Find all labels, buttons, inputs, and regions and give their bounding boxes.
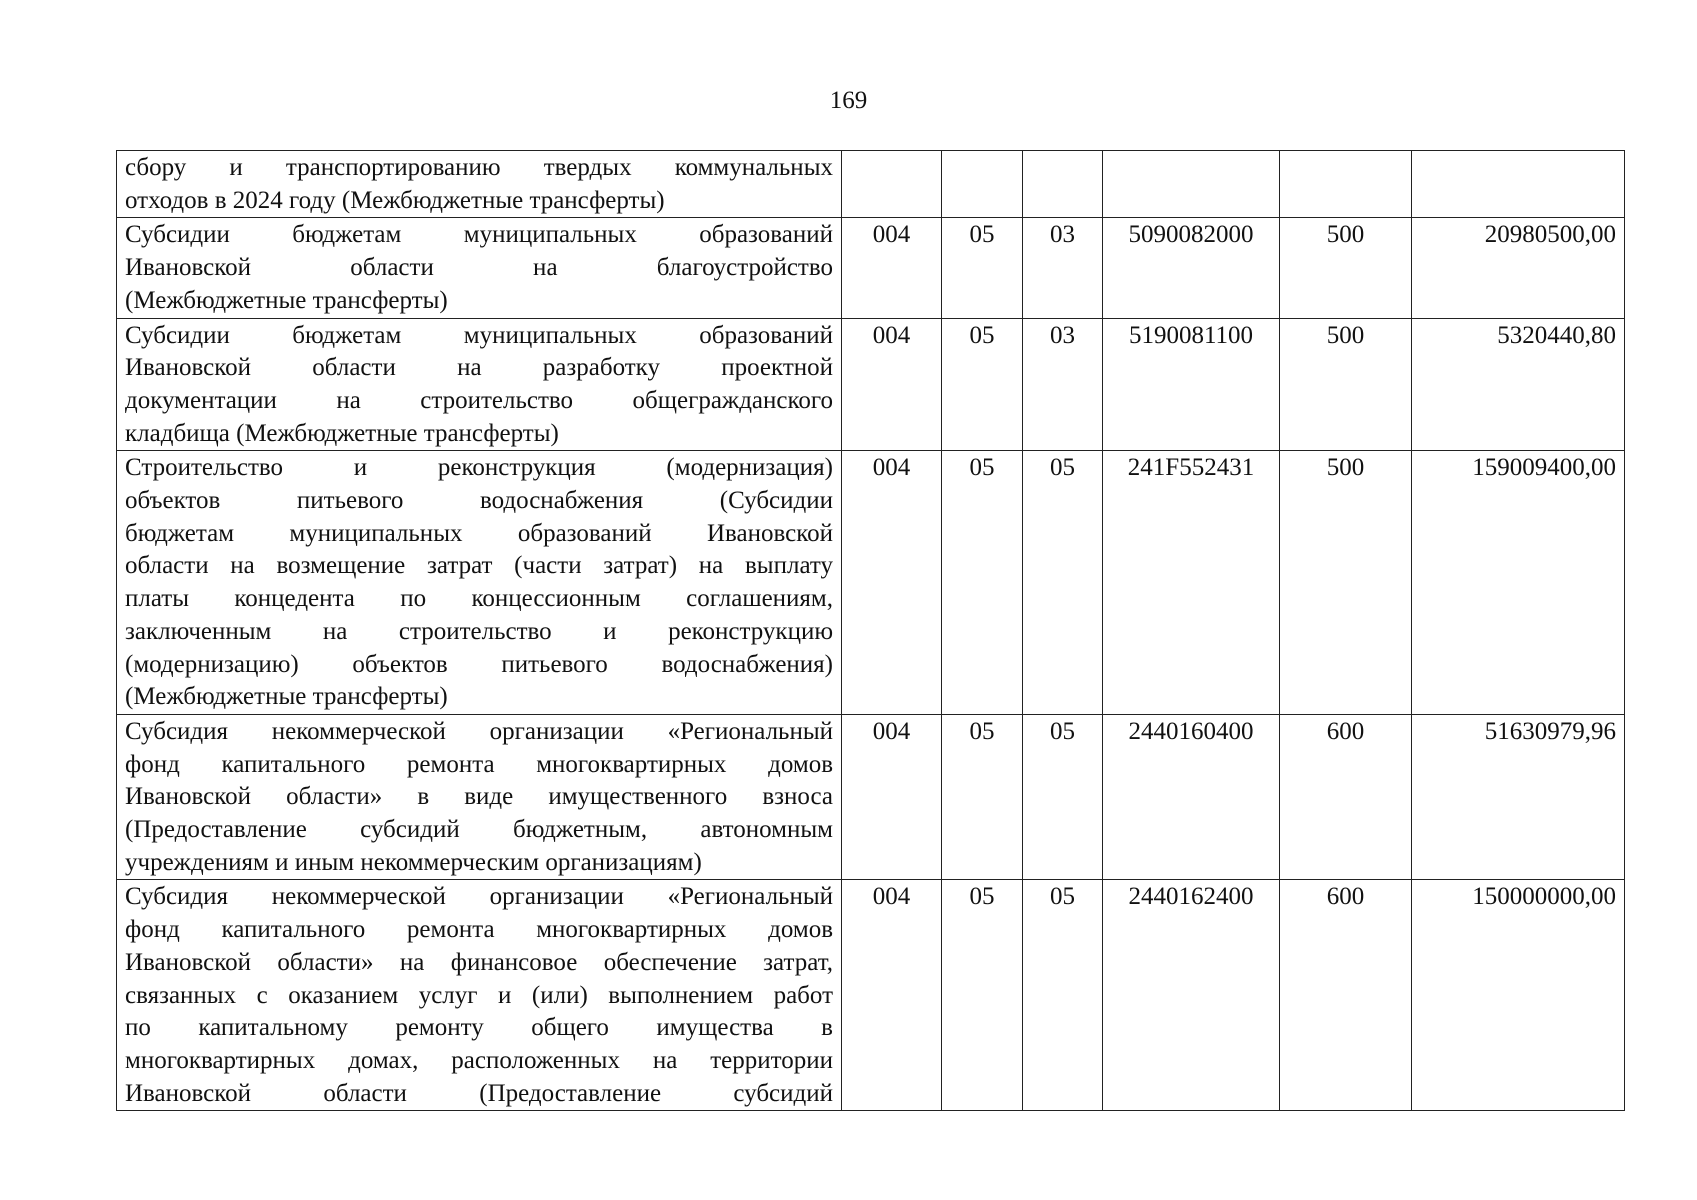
- ministry-code-cell: 004: [842, 318, 942, 451]
- ministry-code-cell: 004: [842, 451, 942, 715]
- description-line: сбору и транспортированию твердых коммунальных: [125, 154, 833, 181]
- subsection-code-cell: [1023, 151, 1103, 218]
- description-line: Субсидия некоммерческой организации «Региональный: [125, 883, 833, 911]
- table-row: [117, 318, 1625, 451]
- description-line: фонд капитального ремонта многоквартирных домов: [125, 916, 833, 944]
- description-line: учреждениям и иным некоммерческим организациям): [125, 848, 702, 876]
- description-line: фонд капитального ремонта многоквартирных домов: [125, 750, 833, 778]
- subsection-code-cell: 05: [1023, 451, 1103, 715]
- description-line: Субсидии бюджетам муниципальных образований: [125, 221, 833, 249]
- description-line: Ивановской области» в виде имущественного взноса: [125, 783, 833, 811]
- description-line: Субсидии бюджетам муниципальных образований: [125, 321, 833, 349]
- section-code-cell: 05: [942, 451, 1023, 715]
- ministry-code-cell: 004: [842, 218, 942, 318]
- description-line: (Предоставление субсидий бюджетным, автономным: [125, 816, 833, 844]
- description-line: связанных с оказанием услуг и (или) выполнением работ: [125, 981, 833, 1009]
- amount-cell: 5320440,80: [1412, 318, 1625, 451]
- ministry-code-cell: 004: [842, 880, 942, 1111]
- description-line: области на возмещение затрат (части затрат) на выплату: [125, 552, 833, 580]
- table-row: [117, 218, 1625, 318]
- description-line: Ивановской области на благоустройство: [125, 254, 833, 282]
- description-line: Строительство и реконструкция (модернизация): [125, 454, 833, 482]
- subsection-code-cell: 05: [1023, 880, 1103, 1111]
- expense-type-cell: 500: [1280, 451, 1412, 715]
- target-article-cell: 5190081100: [1103, 318, 1280, 451]
- table-row: [117, 151, 1625, 218]
- page-number: 169: [829, 87, 868, 114]
- description-cell: [117, 218, 842, 318]
- description-line: бюджетам муниципальных образований Ивановской: [125, 519, 833, 547]
- subsection-code-cell: 05: [1023, 714, 1103, 880]
- target-article-cell: 5090082000: [1103, 218, 1280, 318]
- table-row: [117, 451, 1625, 715]
- section-code-cell: 05: [942, 880, 1023, 1111]
- description-line: Ивановской области на разработку проектной: [125, 354, 833, 382]
- description-line: кладбища (Межбюджетные трансферты): [125, 419, 559, 447]
- amount-cell: 20980500,00: [1412, 218, 1625, 318]
- amount-cell: [1412, 151, 1625, 218]
- description-line: Ивановской области (Предоставление субсидий: [125, 1079, 833, 1107]
- subsection-code-cell: 03: [1023, 218, 1103, 318]
- description-cell: [117, 880, 842, 1111]
- target-article-cell: 2440160400: [1103, 714, 1280, 880]
- description-line: заключенным на строительство и реконструкцию: [125, 617, 833, 645]
- expense-type-cell: 600: [1280, 714, 1412, 880]
- amount-cell: 150000000,00: [1412, 880, 1625, 1111]
- ministry-code-cell: 004: [842, 714, 942, 880]
- section-code-cell: 05: [942, 218, 1023, 318]
- description-line: Ивановской области» на финансовое обеспечение затрат,: [125, 948, 833, 976]
- description-line: объектов питьевого водоснабжения (Субсидии: [125, 487, 833, 515]
- section-code-cell: 05: [942, 318, 1023, 451]
- description-line: (модернизацию) объектов питьевого водоснабжения): [125, 650, 833, 678]
- description-line: по капитальному ремонту общего имущества в: [125, 1014, 833, 1042]
- description-line: платы концедента по концессионным соглашениям,: [125, 585, 833, 613]
- expense-type-cell: 500: [1280, 218, 1412, 318]
- description-cell: [117, 451, 842, 715]
- target-article-cell: 2440162400: [1103, 880, 1280, 1111]
- description-cell: [117, 714, 842, 880]
- budget-table: [116, 150, 1625, 1111]
- description-cell: [117, 151, 842, 218]
- target-article-cell: 241F552431: [1103, 451, 1280, 715]
- section-code-cell: [942, 151, 1023, 218]
- table-body: [117, 151, 1625, 1111]
- amount-cell: 159009400,00: [1412, 451, 1625, 715]
- description-cell: [117, 318, 842, 451]
- ministry-code-cell: [842, 151, 942, 218]
- expense-type-cell: 500: [1280, 318, 1412, 451]
- expense-type-cell: 600: [1280, 880, 1412, 1111]
- section-code-cell: 05: [942, 714, 1023, 880]
- description-line: многоквартирных домах, расположенных на территории: [125, 1046, 833, 1074]
- description-line: документации на строительство общегражданского: [125, 386, 833, 414]
- expense-type-cell: [1280, 151, 1412, 218]
- table-row: [117, 714, 1625, 880]
- description-line: отходов в 2024 году (Межбюджетные трансферты): [125, 186, 665, 214]
- description-line: Субсидия некоммерческой организации «Региональный: [125, 717, 833, 745]
- amount-cell: 51630979,96: [1412, 714, 1625, 880]
- description-line: (Межбюджетные трансферты): [125, 683, 448, 711]
- description-line: (Межбюджетные трансферты): [125, 286, 448, 314]
- target-article-cell: [1103, 151, 1280, 218]
- subsection-code-cell: 03: [1023, 318, 1103, 451]
- table-row: [117, 880, 1625, 1111]
